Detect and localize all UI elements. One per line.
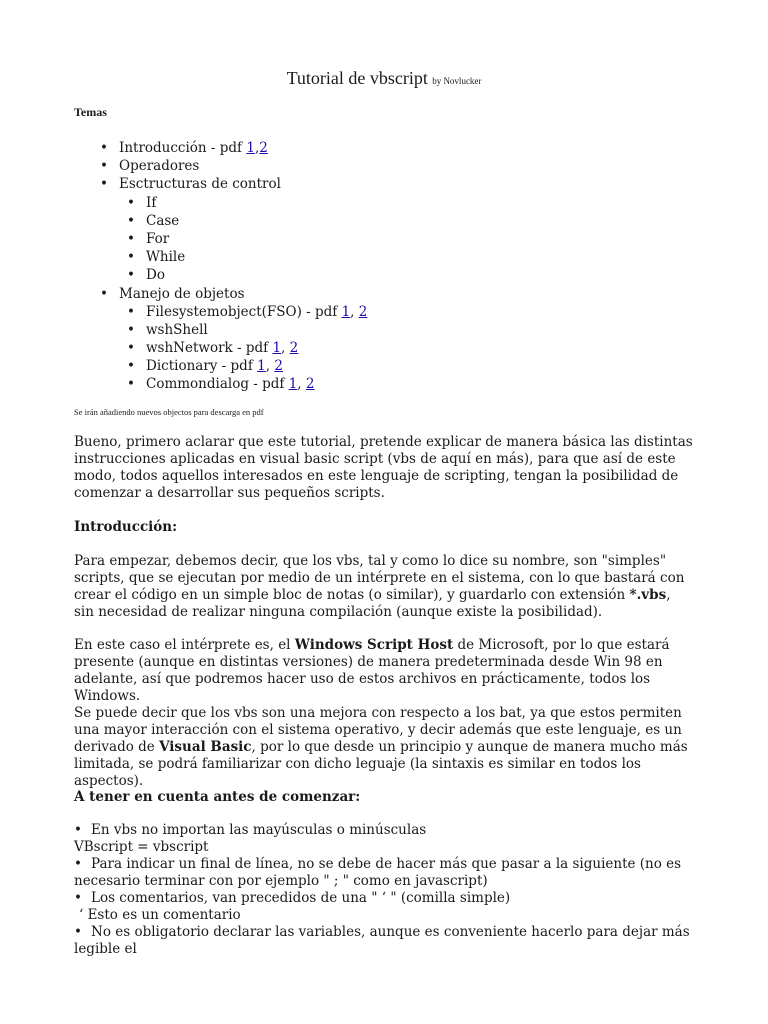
topics-list — [100, 139, 367, 394]
text-run: , sin necesidad de realizar ninguna compilación (aunque existe la posibilidad). — [74, 587, 671, 620]
bullet-comentarios — [74, 890, 694, 907]
wshnetwork-pdf-link-2[interactable]: 2 — [289, 340, 299, 357]
control-item-while: • While — [127, 248, 367, 266]
objects-sublist-wrap — [100, 303, 367, 394]
section-heading-introduccion: Introducción: — [74, 519, 178, 535]
wshnetwork-pdf-link-1[interactable]: 1 — [272, 340, 282, 357]
download-note: Se irán añadiendo nuevos objectos para descarga en pdf — [74, 407, 264, 417]
paragraph-bat — [74, 705, 694, 790]
separator: , — [297, 376, 306, 393]
object-item-commondialog — [127, 375, 367, 393]
bullet-text: No es obligatorio declarar las variables, aunque es conveniente hacerlo para dejar más legible el — [74, 924, 690, 957]
control-sublist-wrap — [100, 194, 367, 285]
commondialog-pdf-link-2[interactable]: 2 — [305, 376, 315, 393]
extension-emphasis: *.vbs — [629, 587, 667, 603]
bullet-text: Los comentarios, van precedidos de una " ‘ " (comilla simple) — [91, 890, 511, 906]
text-run: Para empezar, debemos decir, que los vbs, tal y como lo dice su nombre, son "simples" scripts, que se ejecutan por medio de un intérprete en el sistema, con lo que bastará con crear el código en un simple bloc de notas (o similar), y guardarlo con extensión — [74, 553, 685, 603]
page-title: Tutorial de vbscript — [286, 68, 428, 88]
section-heading-antes: A tener en cuenta antes de comenzar: — [74, 789, 361, 805]
topic-operadores: • Operadores — [100, 157, 367, 175]
control-item-for: • For — [127, 230, 367, 248]
title-block — [0, 68, 768, 89]
object-item-wshshell: • wshShell — [127, 321, 367, 339]
object-item-dictionary — [127, 357, 367, 375]
bullet-icon: • — [74, 924, 82, 940]
bullet-mayusculas — [74, 822, 694, 839]
topic-manejo: • Manejo de objetos — [100, 285, 367, 303]
visual-basic-emphasis: Visual Basic — [159, 739, 252, 755]
objects-sublist — [127, 303, 367, 394]
object-label: wshNetwork - pdf — [146, 340, 273, 357]
control-item-if: • If — [127, 194, 367, 212]
intro-pdf-link-2[interactable]: 2 — [259, 140, 268, 156]
wsh-emphasis: Windows Script Host — [294, 637, 454, 653]
object-item-wshnetwork — [127, 339, 367, 357]
text-run: Se puede decir que los vbs son una mejora con respecto a los bat, ya que estos permiten una mayor interacción con el sistema operativo, y decir además que este lenguaje, es un derivado de — [74, 705, 682, 755]
topic-intro-label: Introducción - pdf — [119, 140, 247, 156]
control-item-do: • Do — [127, 266, 367, 284]
bullet-icon: • — [74, 890, 82, 906]
dictionary-pdf-link-1[interactable]: 1 — [257, 358, 266, 375]
object-label: Commondialog - pdf — [146, 376, 289, 393]
bullet-declarar-variables — [74, 924, 694, 958]
paragraph-vbs-scripts — [74, 553, 694, 621]
separator: , — [265, 358, 275, 375]
bullet-text: Para indicar un final de línea, no se debe de hacer más que pasar a la siguiente (no es necesario terminar con por ejemplo " ; " como en javascript) — [74, 856, 682, 889]
separator: , — [281, 340, 290, 357]
separator: , — [254, 140, 260, 156]
temas-heading: Temas — [74, 105, 107, 119]
code-example-case: VBscript = vbscript — [74, 839, 209, 855]
text-run: En este caso el intérprete es, el — [74, 637, 295, 653]
paragraph-wsh — [74, 637, 694, 705]
intro-paragraph: Bueno, primero aclarar que este tutorial, pretende explicar de manera básica las distintas instrucciones aplicadas en visual basic script (vbs de aquí en más), para que así de este modo, todos aquellos interesados en este lenguaje de scripting, tengan la posibilidad de comenzar a desarrollar sus pequeños scripts. — [74, 434, 693, 501]
text-run: , por lo que desde un principio y aunque de manera mucho más limitada, se podrá familiarizar con dicho leguaje (la sintaxis es similar en todos los aspectos). — [74, 739, 688, 789]
topic-intro — [100, 139, 367, 157]
commondialog-pdf-link-1[interactable]: 1 — [288, 376, 298, 393]
control-item-case: • Case — [127, 212, 367, 230]
object-label: Filesystemobject(FSO) - pdf — [146, 303, 342, 320]
control-sublist — [127, 194, 367, 285]
object-label: Dictionary - pdf — [146, 358, 258, 375]
code-example-comment: ‘ Esto es un comentario — [79, 907, 241, 923]
object-item-fso — [127, 303, 367, 321]
bullet-icon: • — [74, 856, 82, 872]
dictionary-pdf-link-2[interactable]: 2 — [274, 358, 283, 375]
topic-estructuras: • Esctructuras de control — [100, 175, 367, 193]
intro-pdf-link-1[interactable]: 1 — [246, 140, 255, 156]
separator: , — [350, 303, 359, 320]
bullet-icon: • — [74, 822, 82, 838]
byline: by Novlucker — [432, 76, 482, 86]
bullet-text: En vbs no importan las mayúsculas o minúsculas — [91, 822, 427, 838]
fso-pdf-link-1[interactable]: 1 — [341, 303, 351, 320]
fso-pdf-link-2[interactable]: 2 — [358, 303, 368, 320]
bullet-final-linea — [74, 856, 694, 890]
text-run: de Microsoft, por lo que estará presente (aunque en distintas versiones) de manera predeterminada desde Win 98 en adelante, así que podremos hacer uso de estos archivos en prácticamente, todos los Windows. — [74, 637, 670, 704]
